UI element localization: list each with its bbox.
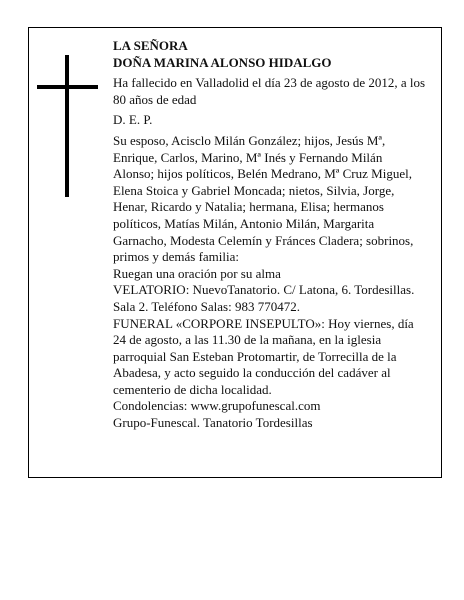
cross-icon-vertical (65, 55, 69, 197)
death-notice: Ha fallecido en Valladolid el día 23 de agosto de 2012, a los 80 años de edad (113, 75, 426, 107)
deceased-name: DOÑA MARINA ALONSO HIDALGO (113, 54, 332, 70)
title-line: LA SEÑORA (113, 38, 188, 53)
obituary-text (113, 38, 426, 432)
funeral-info: FUNERAL «CORPORE INSEPULTO»: Hoy viernes, día 24 de agosto, a las 11.30 de la mañana, en la iglesia parroquial San Esteban Protomartir, de Torrecilla de la Abadesa, y acto seguido la conducción del cadáver al cementerio de dicha localidad. (113, 315, 414, 397)
prayer-request: Ruegan una oración por su alma (113, 265, 281, 281)
condolences-link: Condolencias: www.grupofunescal.com (113, 398, 321, 414)
signature: Grupo-Funescal. Tanatorio Tordesillas (113, 415, 313, 431)
wake-info: VELATORIO: NuevoTanatorio. C/ Latona, 6. Tordesillas. Sala 2. Teléfono Salas: 983 770472. (113, 282, 415, 314)
cross-icon-horizontal (37, 85, 98, 89)
dep-line: D. E. P. (113, 112, 153, 128)
family-list: Su esposo, Acisclo Milán González; hijos, Jesús Mª, Enrique, Carlos, Marino, Mª Inés y Fernando Milán Alonso; hijos políticos, Belén Medrano, Mª Cruz Miguel, Elena Stoica y Gabriel Moncada; nietos, Silvia, Jorge, Henar, Ricardo y Natalia; hermana, Elisa; hermanos políticos, Matías Milán, Antonio Milán, Margarita Garnacho, Modesta Celemín y Fránces Cladera; sobrinos, primos y demás familia: (113, 132, 414, 265)
